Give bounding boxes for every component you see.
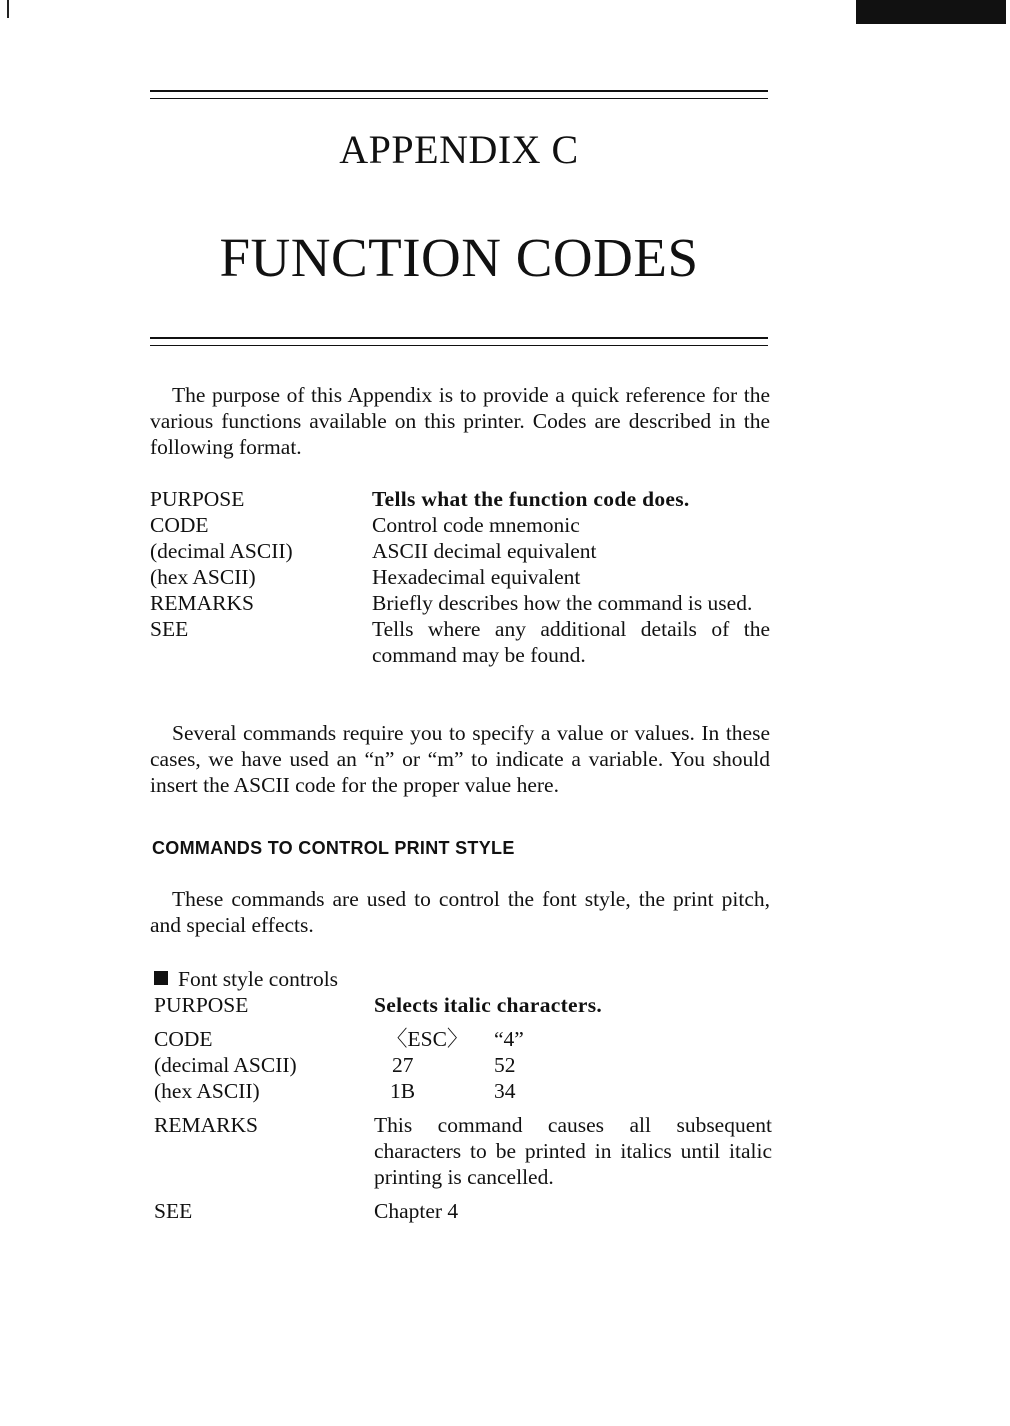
format-row-decimal bbox=[150, 538, 772, 564]
entry-hex-values bbox=[374, 1078, 772, 1104]
entry-code-values bbox=[374, 1026, 772, 1052]
bullet-label: Font style controls bbox=[178, 967, 339, 991]
format-row-see bbox=[150, 616, 772, 668]
hex-value: 1B bbox=[390, 1079, 416, 1103]
format-term: SEE bbox=[150, 617, 189, 641]
format-definition: Tells what the function code does. bbox=[372, 487, 690, 511]
entry-purpose: Selects italic characters. bbox=[374, 993, 603, 1017]
entry-see: Chapter 4 bbox=[374, 1199, 459, 1223]
variables-paragraph: Several commands require you to specify a value or values. In these cases, we have used an “n” or “m” to indicate a variable. You should insert the ASCII code for the proper value here. bbox=[150, 721, 770, 797]
entry-term: REMARKS bbox=[154, 1113, 258, 1137]
entry-term: (decimal ASCII) bbox=[154, 1053, 297, 1077]
format-row-purpose bbox=[150, 486, 772, 512]
appendix-label: APPENDIX C bbox=[339, 127, 579, 172]
entry-remarks: This command causes all subsequent characters to be printed in italics until italic printing is cancelled. bbox=[374, 1113, 772, 1189]
format-row-remarks bbox=[150, 590, 772, 616]
entry-decimal-values bbox=[374, 1052, 772, 1078]
format-definition: ASCII decimal equivalent bbox=[372, 539, 597, 563]
code-value: “4” bbox=[494, 1027, 524, 1051]
section-heading: COMMANDS TO CONTROL PRINT STYLE bbox=[152, 838, 515, 858]
format-definition: Briefly describes how the command is used. bbox=[372, 591, 753, 615]
top-double-rule bbox=[150, 90, 768, 99]
entry-term: PURPOSE bbox=[154, 993, 249, 1017]
italic-command-entry bbox=[154, 992, 774, 1224]
entry-row-purpose bbox=[154, 992, 774, 1018]
format-row-hex bbox=[150, 564, 772, 590]
font-style-bullet bbox=[154, 966, 338, 992]
entry-term: CODE bbox=[154, 1027, 213, 1051]
entry-term: SEE bbox=[154, 1199, 193, 1223]
bottom-double-rule bbox=[150, 337, 768, 346]
scan-edge-mark bbox=[7, 0, 9, 18]
hex-value: 34 bbox=[494, 1079, 516, 1103]
format-term: REMARKS bbox=[150, 591, 254, 615]
intro-paragraph: The purpose of this Appendix is to provide a quick reference for the various functions available on this printer. Codes are described in the following format. bbox=[150, 383, 770, 459]
format-term: CODE bbox=[150, 513, 209, 537]
section-paragraph: These commands are used to control the font style, the print pitch, and special effects. bbox=[150, 887, 770, 937]
format-term: PURPOSE bbox=[150, 487, 245, 511]
entry-row-decimal bbox=[154, 1052, 774, 1078]
page-tab-marker bbox=[856, 0, 1006, 24]
entry-row-remarks bbox=[154, 1112, 774, 1190]
decimal-value: 52 bbox=[494, 1053, 516, 1077]
decimal-value: 27 bbox=[392, 1053, 414, 1077]
entry-row-hex bbox=[154, 1078, 774, 1104]
entry-row-code bbox=[154, 1026, 774, 1052]
entry-term: (hex ASCII) bbox=[154, 1079, 260, 1103]
format-definition: Tells where any additional details of the command may be found. bbox=[372, 617, 770, 667]
entry-row-see bbox=[154, 1198, 774, 1224]
format-term: (decimal ASCII) bbox=[150, 539, 293, 563]
square-bullet-icon bbox=[154, 971, 168, 985]
format-definition: Control code mnemonic bbox=[372, 513, 580, 537]
format-row-code bbox=[150, 512, 772, 538]
page-title: FUNCTION CODES bbox=[219, 227, 699, 288]
format-definition: Hexadecimal equivalent bbox=[372, 565, 581, 589]
format-definition-list bbox=[150, 486, 772, 668]
format-term: (hex ASCII) bbox=[150, 565, 256, 589]
code-value: 〈ESC〉 bbox=[386, 1027, 469, 1051]
